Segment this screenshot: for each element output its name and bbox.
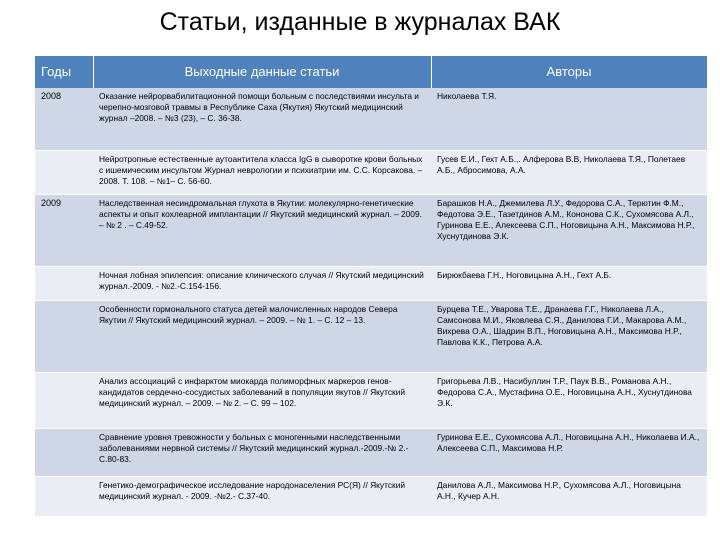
row-article: Анализ ассоциаций с инфарктом миокарда полиморфных маркеров генов-кандидатов сердечно-сосудистых заболеваний в популяции якутов // Якутский медицинский журнал. – 2009. – № 2. – С. 99 – 102.	[93, 372, 431, 428]
row-authors: Данилова А.Л., Максимова Н.Р., Сухомясова А.Л., Ноговицына А.Н., Кучер А.Н.	[431, 476, 707, 516]
row-year	[35, 300, 93, 372]
table-row	[35, 88, 707, 150]
table-row	[35, 372, 707, 428]
table-row	[35, 428, 707, 476]
header-years: Годы	[35, 56, 93, 88]
row-article: Оказание нейрорвабилитационной помощи больным с последствиями инсульта и черепно-мозговой травмы в Республике Саха (Якутия) Якутский медицинский журнал –2008. – №3 (23), – С. 36-38.	[93, 88, 431, 150]
row-authors: Бирюкбаева Г.Н., Ноговицына А.Н., Гехт А.Б.	[431, 266, 707, 300]
table-row	[35, 300, 707, 372]
row-article: Ночная лобная эпилепсия: описание клинического случая // Якутский медицинский журнал.-2009. - №2.-С.154-156.	[93, 266, 431, 300]
row-year: 2009	[35, 194, 93, 266]
row-year	[35, 476, 93, 516]
articles-table	[35, 56, 708, 517]
row-authors: Гуринова Е.Е., Сухомясова А.Л., Ноговицына А.Н., Николаева И.А., Алексеева С.П., Максимова Н.Р.	[431, 428, 707, 476]
row-article: Генетико-демографическое исследование народонаселения РС(Я) // Якутский медицинский журнал. - 2009. -№2.- С.37-40.	[93, 476, 431, 516]
header-output: Выходные данные статьи	[93, 56, 431, 88]
header-authors: Авторы	[431, 56, 707, 88]
row-article: Сравнение уровня тревожности у больных с моногенными наследственными заболеваниями нервной системы // Якутский медицинский журнал.-2009.-№ 2.-С.80-83.	[93, 428, 431, 476]
table-header-row	[35, 56, 707, 88]
row-authors: Бурцева Т.Е., Уварова Т.Е., Дранаева Г.Г., Николаева Л.А., Самсонова М.И., Яковлева С.Я., Данилова Г.И., Макарова А.М., Вихрева О.А., Шадрин В.П., Ноговицына А.Н., Максимова Н.Р., Павлова К.К., Петрова А.А.	[431, 300, 707, 372]
row-year: 2008	[35, 88, 93, 150]
row-authors: Николаева Т.Я.	[431, 88, 707, 150]
table-row	[35, 266, 707, 300]
row-authors: Барашков Н.А., Джемилева Л.У., Федорова С.А., Терютин Ф.М., Федотова Э.Е., Тазетдинов А.М., Кононова С.К., Сухомясова А.Л., Гуринова Е.Е., Алексеева С.П., Ноговицына А.Н., Максимова Н.Р., Хуснутдинова Э.К.	[431, 194, 707, 266]
row-article: Нейротропные естественные аутоантитела класса IgG в сыворотке крови больных с ишемическим инсультом Журнал неврологии и психиатрии им. С.С. Корсакова. – 2008. Т. 108. – №1– С. 56-60.	[93, 150, 431, 194]
row-article: Особенности гормонального статуса детей малочисленных народов Севера Якутии // Якутский медицинский журнал. – 2009. – № 1. – С. 12 – 13.	[93, 300, 431, 372]
table-row	[35, 194, 707, 266]
row-year	[35, 150, 93, 194]
row-authors: Григорьева Л.В., Насибуллин Т.Р., Паук В.В., Романова А.Н., Федорова С.А., Мустафина О.Е., Ноговицына А.Н., Хуснутдинова Э.К.	[431, 372, 707, 428]
row-article: Наследственная несиндромальная глухота в Якутии: молекулярно-генетические аспекты и опыт кохлеарной имплантации // Якутский медицинский журнал. – 2009. – № 2 . – С.49-52.	[93, 194, 431, 266]
table-row	[35, 150, 707, 194]
row-year	[35, 266, 93, 300]
row-year	[35, 372, 93, 428]
row-authors: Гусев Е.И., Гехт А.Б.,. Алферова В.В, Николаева Т.Я., Полетаев А.Б., Абросимова, А.А.	[431, 150, 707, 194]
table-row	[35, 476, 707, 516]
slide-title: Статьи, изданные в журналах ВАК	[159, 8, 561, 36]
row-year	[35, 428, 93, 476]
